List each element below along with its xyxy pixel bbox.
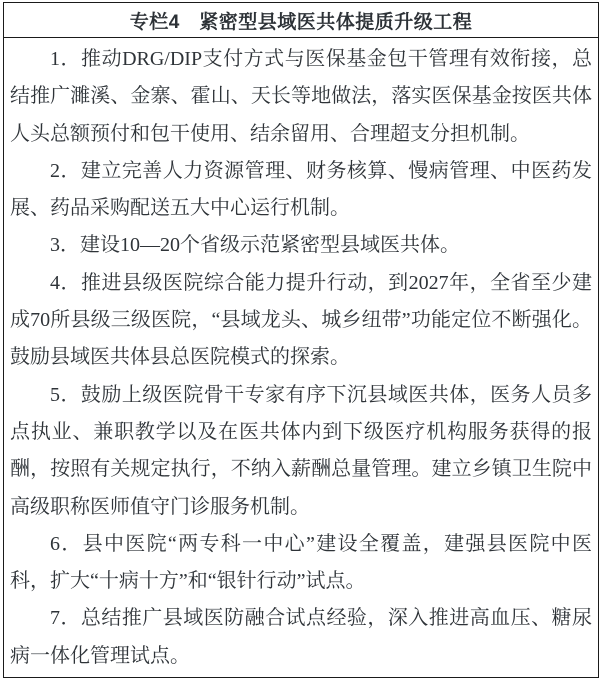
paragraph-6: 6．县中医院“两专科一中心”建设全覆盖，建强县医院中医科，扩大“十病十方”和“银针行动”试点。 [10,532,592,593]
paragraph-4: 4．推进县级医院综合能力提升行动，到2027年，全省至少建成70所县级三级医院，“县域龙头、城乡纽带”功能定位不断强化。鼓励县域医共体县总医院模式的探索。 [10,271,592,369]
paragraph-7: 7．总结推广县域医防融合试点经验，深入推进高血压、糖尿病一体化管理试点。 [10,607,592,667]
paragraph-3: 3．建设10—20个省级示范紧密型县域医共体。 [50,234,460,257]
paragraph-5: 5．鼓励上级医院骨干专家有序下沉县域医共体，医务人员多点执业、兼职教学以及在医共体内到下级医疗机构服务获得的报酬，按照有关规定执行，不纳入薪酬总量管理。建立乡镇卫生院中高级职称医师值守门诊服务机制。 [10,383,592,518]
column-box [3,2,599,678]
column-body [4,38,598,675]
paragraph-2: 2．建立完善人力资源管理、财务核算、慢病管理、中医药发展、药品采购配送五大中心运行机制。 [10,159,592,220]
column-title: 专栏4 紧密型县域医共体提质升级工程 [4,3,598,38]
paragraph-1: 1．推动DRG/DIP支付方式与医保基金包干管理有效衔接，总结推广濉溪、金寨、霍山、天长等地做法，落实医保基金按医共体人头总额预付和包干使用、结余留用、合理超支分担机制。 [10,48,592,145]
